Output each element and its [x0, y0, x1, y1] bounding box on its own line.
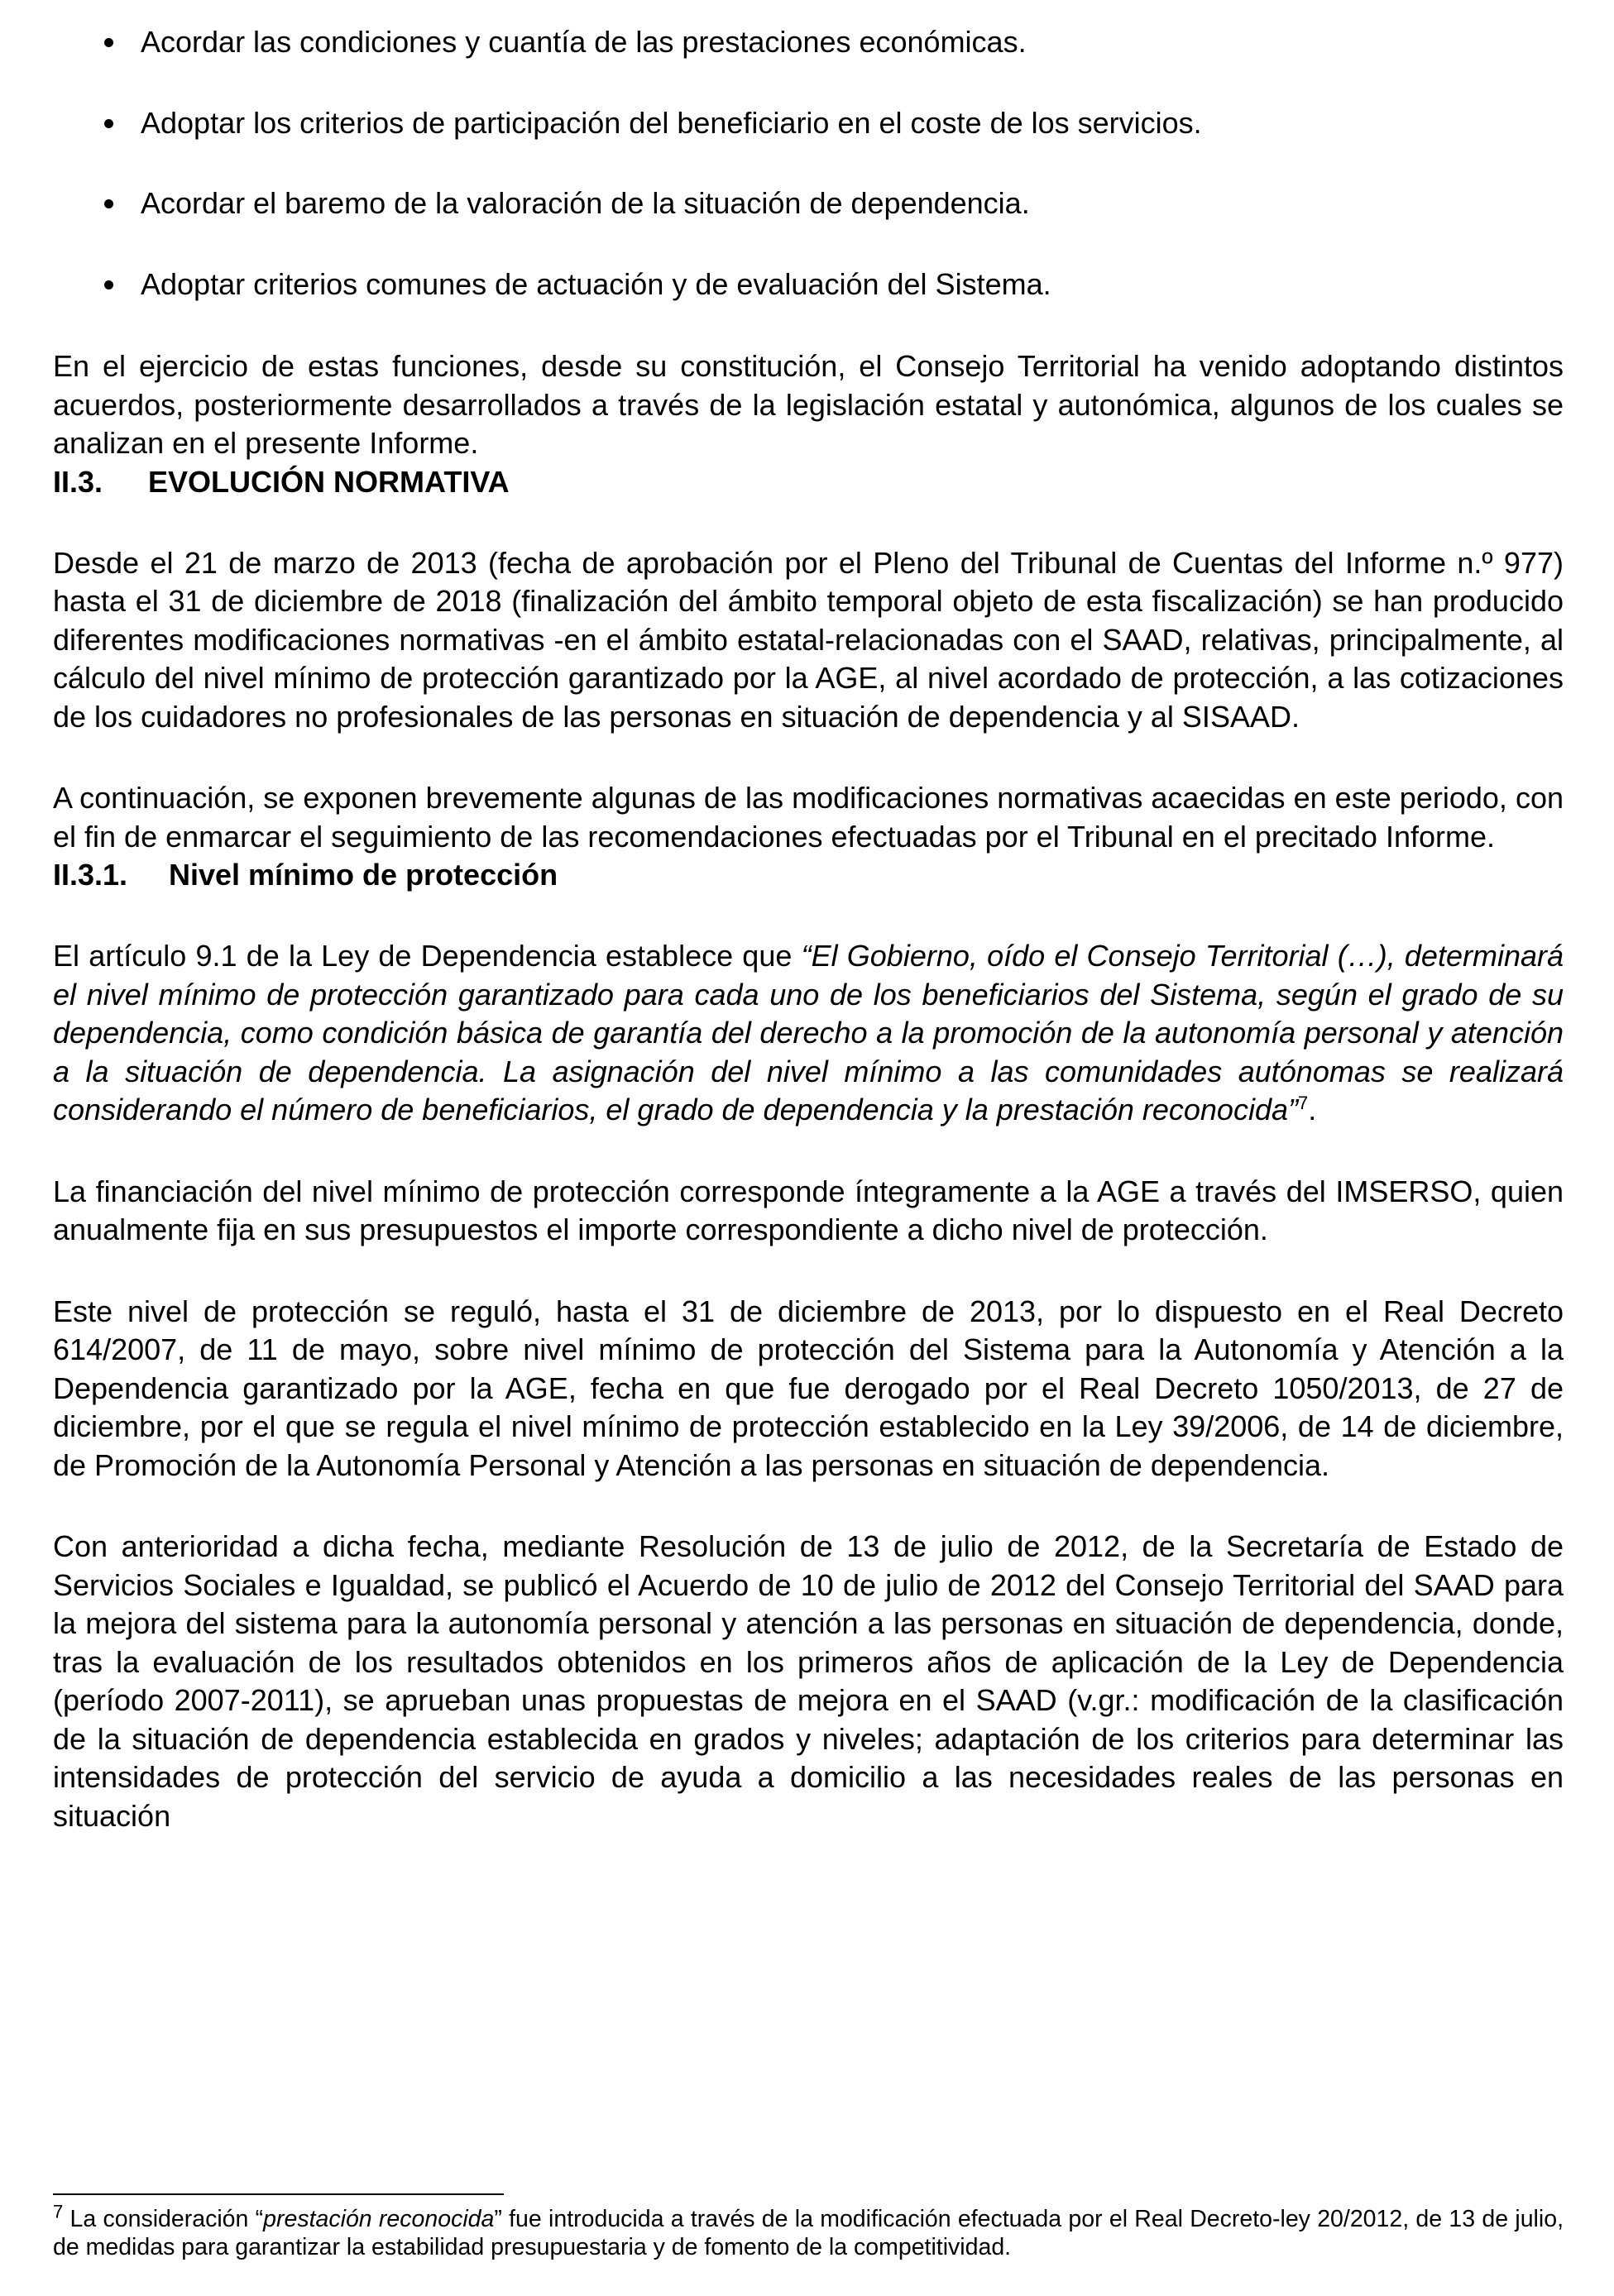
bullet-list	[53, 23, 1564, 304]
bullet-icon	[104, 199, 113, 208]
bullet-icon	[104, 38, 113, 47]
paragraph-anterioridad: Con anterioridad a dicha fecha, mediante Resolución de 13 de julio de 2012, de la Secretaría de Estado de Servicios Sociales e Igualdad, se publicó el Acuerdo de 10 de julio de 2012 del Consejo Territorial del SAAD para la mejora del sistema para la autonomía personal y atención a las personas en situación de dependencia, donde, tras la evaluación de los resultados obtenidos en los primeros años de aplicación de la Ley de Dependencia (período 2007-2011), se aprueban unas propuestas de mejora en el SAAD (v.gr.: modificación de la clasificación de la situación de dependencia establecida en grados y niveles; adaptación de los criterios para determinar las intensidades de protección del servicio de ayuda a domicilio a las necesidades reales de las personas en situación	[53, 1529, 1564, 1833]
bullet-item	[53, 265, 1564, 304]
footnote-italic: prestación reconocida	[263, 2206, 495, 2232]
footnote-text-before: La consideración “	[63, 2206, 264, 2232]
article-quote: “El Gobierno, oído el Consejo Territorial (…), determinará el nivel mínimo de protección garantizado para cada uno de los beneficiarios del Sistema, según el grado de su dependencia, como condición básica de garantía del derecho a la promoción de la autonomía personal y atención a la situación de dependencia. La asignación del nivel mínimo a las comunidades autónomas se realizará considerando el número de beneficiarios, el grado de dependencia y la prestación reconocida”	[53, 939, 1564, 1126]
footnote-text-after: ” fue introducida a través de la modificación efectuada por el Real Decreto-ley 20/2012, de 13 de julio, de medidas para garantizar la estabilidad presupuestaria y de fomento de la competitividad.	[53, 2206, 1564, 2260]
footnote-ref[interactable]: 7	[1297, 1093, 1309, 1113]
section-heading-ii3	[53, 463, 1564, 501]
bullet-item	[53, 23, 1564, 62]
paragraph-articulo	[53, 937, 1564, 1130]
paragraph-financiacion: La financiación del nivel mínimo de protección corresponde íntegramente a la AGE a través del IMSERSO, quien anualmente fija en sus presupuestos el importe correspondiente a dicho nivel de protección.	[53, 1174, 1564, 1246]
bullet-item	[53, 184, 1564, 223]
paragraph-regulacion: Este nivel de protección se reguló, hasta el 31 de diciembre de 2013, por lo dispuesto en el Real Decreto 614/2007, de 11 de mayo, sobre nivel mínimo de protección del Sistema para la Autonomía y Atención a la Dependencia garantizado por la AGE, fecha en que fue derogado por el Real Decreto 1050/2013, de 27 de diciembre, por el que se regula el nivel mínimo de protección establecido en la Ley 39/2006, de 14 de diciembre, de Promoción de la Autonomía Personal y Atención a las personas en situación de dependencia.	[53, 1294, 1564, 1482]
bullet-icon	[104, 280, 113, 289]
subsection-title: Nivel mínimo de protección	[169, 858, 558, 892]
section-number: II.3.	[53, 464, 103, 499]
bullet-icon	[104, 119, 113, 128]
section-title: EVOLUCIÓN NORMATIVA	[148, 464, 510, 499]
article-tail: .	[1308, 1093, 1317, 1126]
subsection-number: II.3.1.	[53, 858, 128, 892]
paragraph-evolucion: Desde el 21 de marzo de 2013 (fecha de aprobación por el Pleno del Tribunal de Cuentas del Informe n.º 977) hasta el 31 de diciembre de 2018 (finalización del ámbito temporal objeto de esta fiscalización) se han producido diferentes modificaciones normativas -en el ámbito estatal-relacionadas con el SAAD, relativas, principalmente, al cálculo del nivel mínimo de protección garantizado por la AGE, al nivel acordado de protección, a las cotizaciones de los cuidadores no profesionales de las personas en situación de dependencia y al SISAAD.	[53, 545, 1564, 734]
bullet-text: Adoptar criterios comunes de actuación y de evaluación del Sistema.	[141, 266, 1051, 301]
bullet-text: Adoptar los criterios de participación del beneficiario en el coste de los servicios.	[141, 105, 1202, 140]
article-lead: El artículo 9.1 de la Ley de Dependencia establece que	[53, 939, 802, 973]
section-heading-ii31	[53, 856, 1564, 894]
footnote-divider	[53, 2193, 504, 2195]
document-page	[53, 23, 1564, 1835]
paragraph-continuacion: A continuación, se exponen brevemente algunas de las modificaciones normativas acaecidas en este periodo, con el fin de enmarcar el seguimiento de las recomendaciones efectuadas por el Tribunal en el precitado Informe.	[53, 781, 1564, 854]
footnote	[53, 2201, 1564, 2261]
intro-paragraph: En el ejercicio de estas funciones, desde su constitución, el Consejo Territorial ha venido adoptando distintos acuerdos, posteriormente desarrollados a través de la legislación estatal y autonómica, algunos de los cuales se analizan en el presente Informe.	[53, 349, 1564, 460]
footnote-number: 7	[53, 2201, 64, 2222]
bullet-text: Acordar el baremo de la valoración de la situación de dependencia.	[141, 186, 1030, 220]
bullet-text: Acordar las condiciones y cuantía de las prestaciones económicas.	[141, 25, 1027, 59]
bullet-item	[53, 104, 1564, 143]
